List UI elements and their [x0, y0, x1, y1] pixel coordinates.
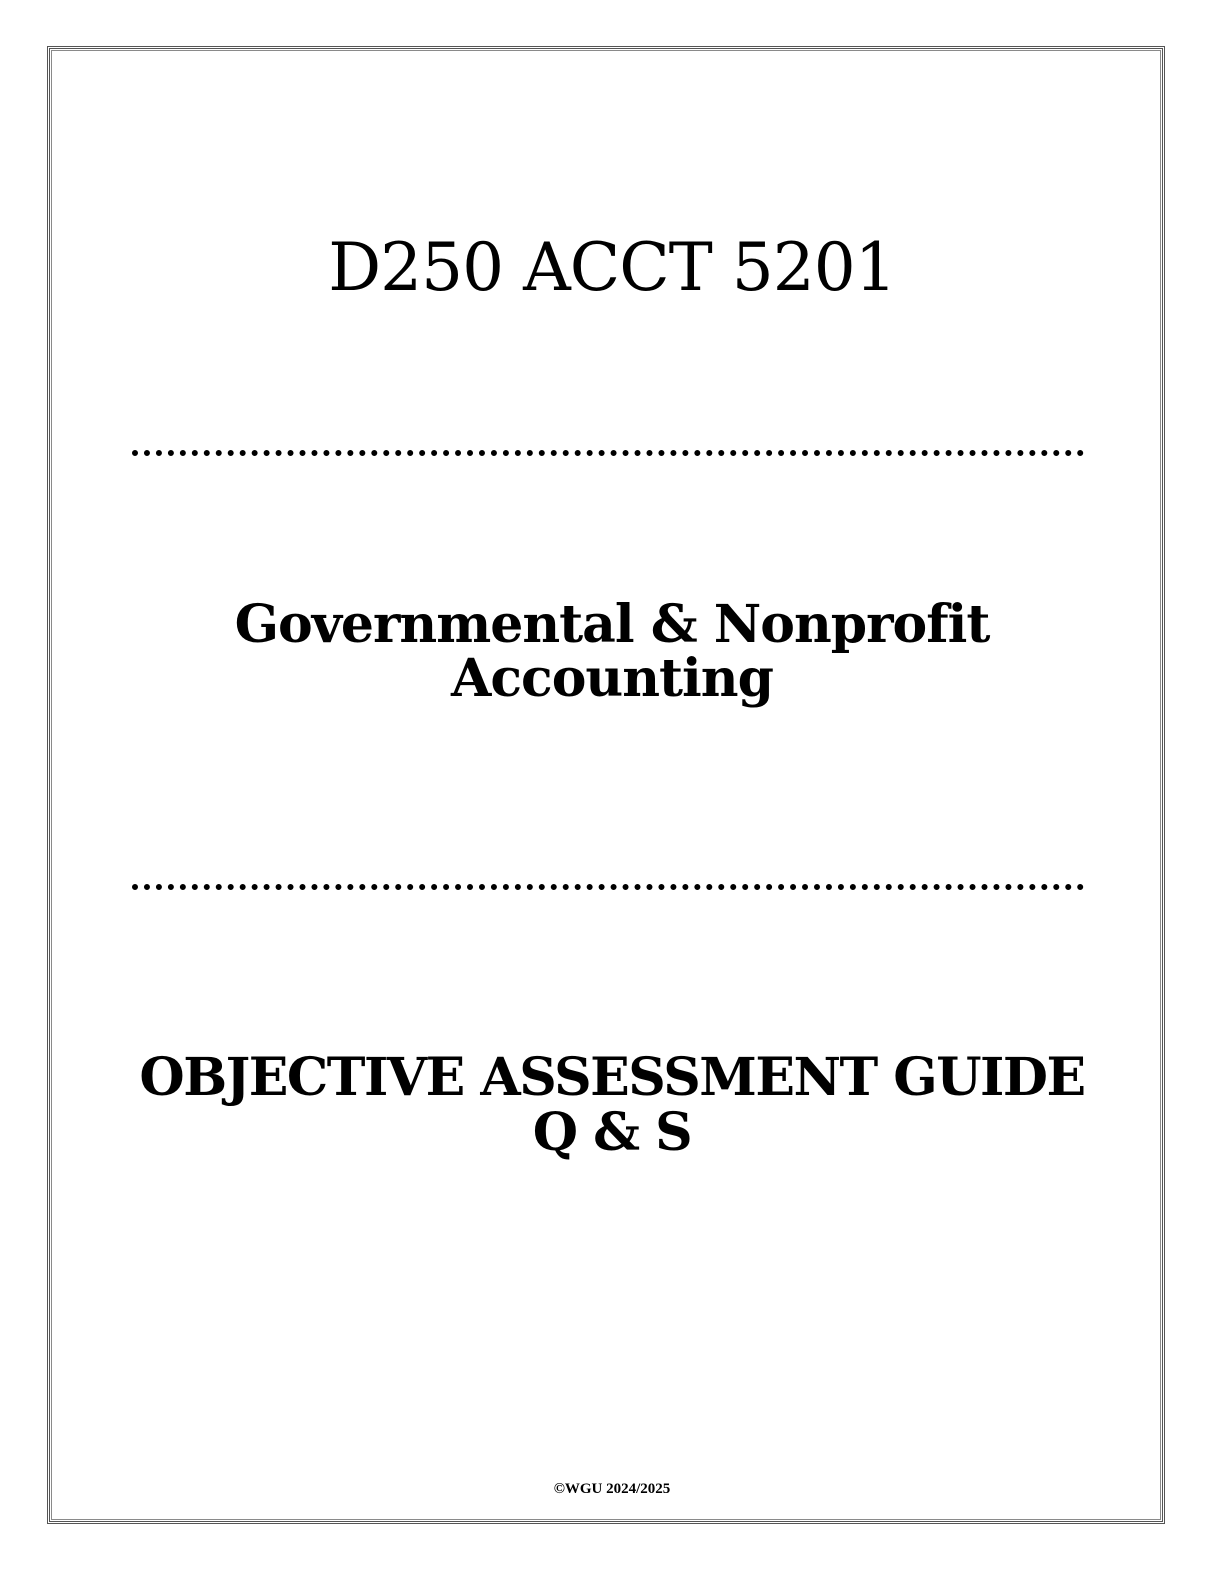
guide-title: [0, 1047, 1224, 1164]
dotted-divider-top: [132, 450, 1084, 456]
course-name-line-2: Accounting: [451, 648, 773, 710]
course-code-title: D250 ACCT 5201: [328, 229, 896, 306]
guide-title-line-2: Q & S: [532, 1102, 692, 1164]
dotted-divider-bottom: [132, 884, 1084, 890]
course-name: [0, 594, 1224, 710]
copyright-notice: ©WGU 2024/2025: [553, 1481, 671, 1497]
course-name-line-1: Governmental & Nonprofit: [234, 594, 990, 655]
guide-title-line-1: OBJECTIVE ASSESSMENT GUIDE: [139, 1047, 1085, 1108]
